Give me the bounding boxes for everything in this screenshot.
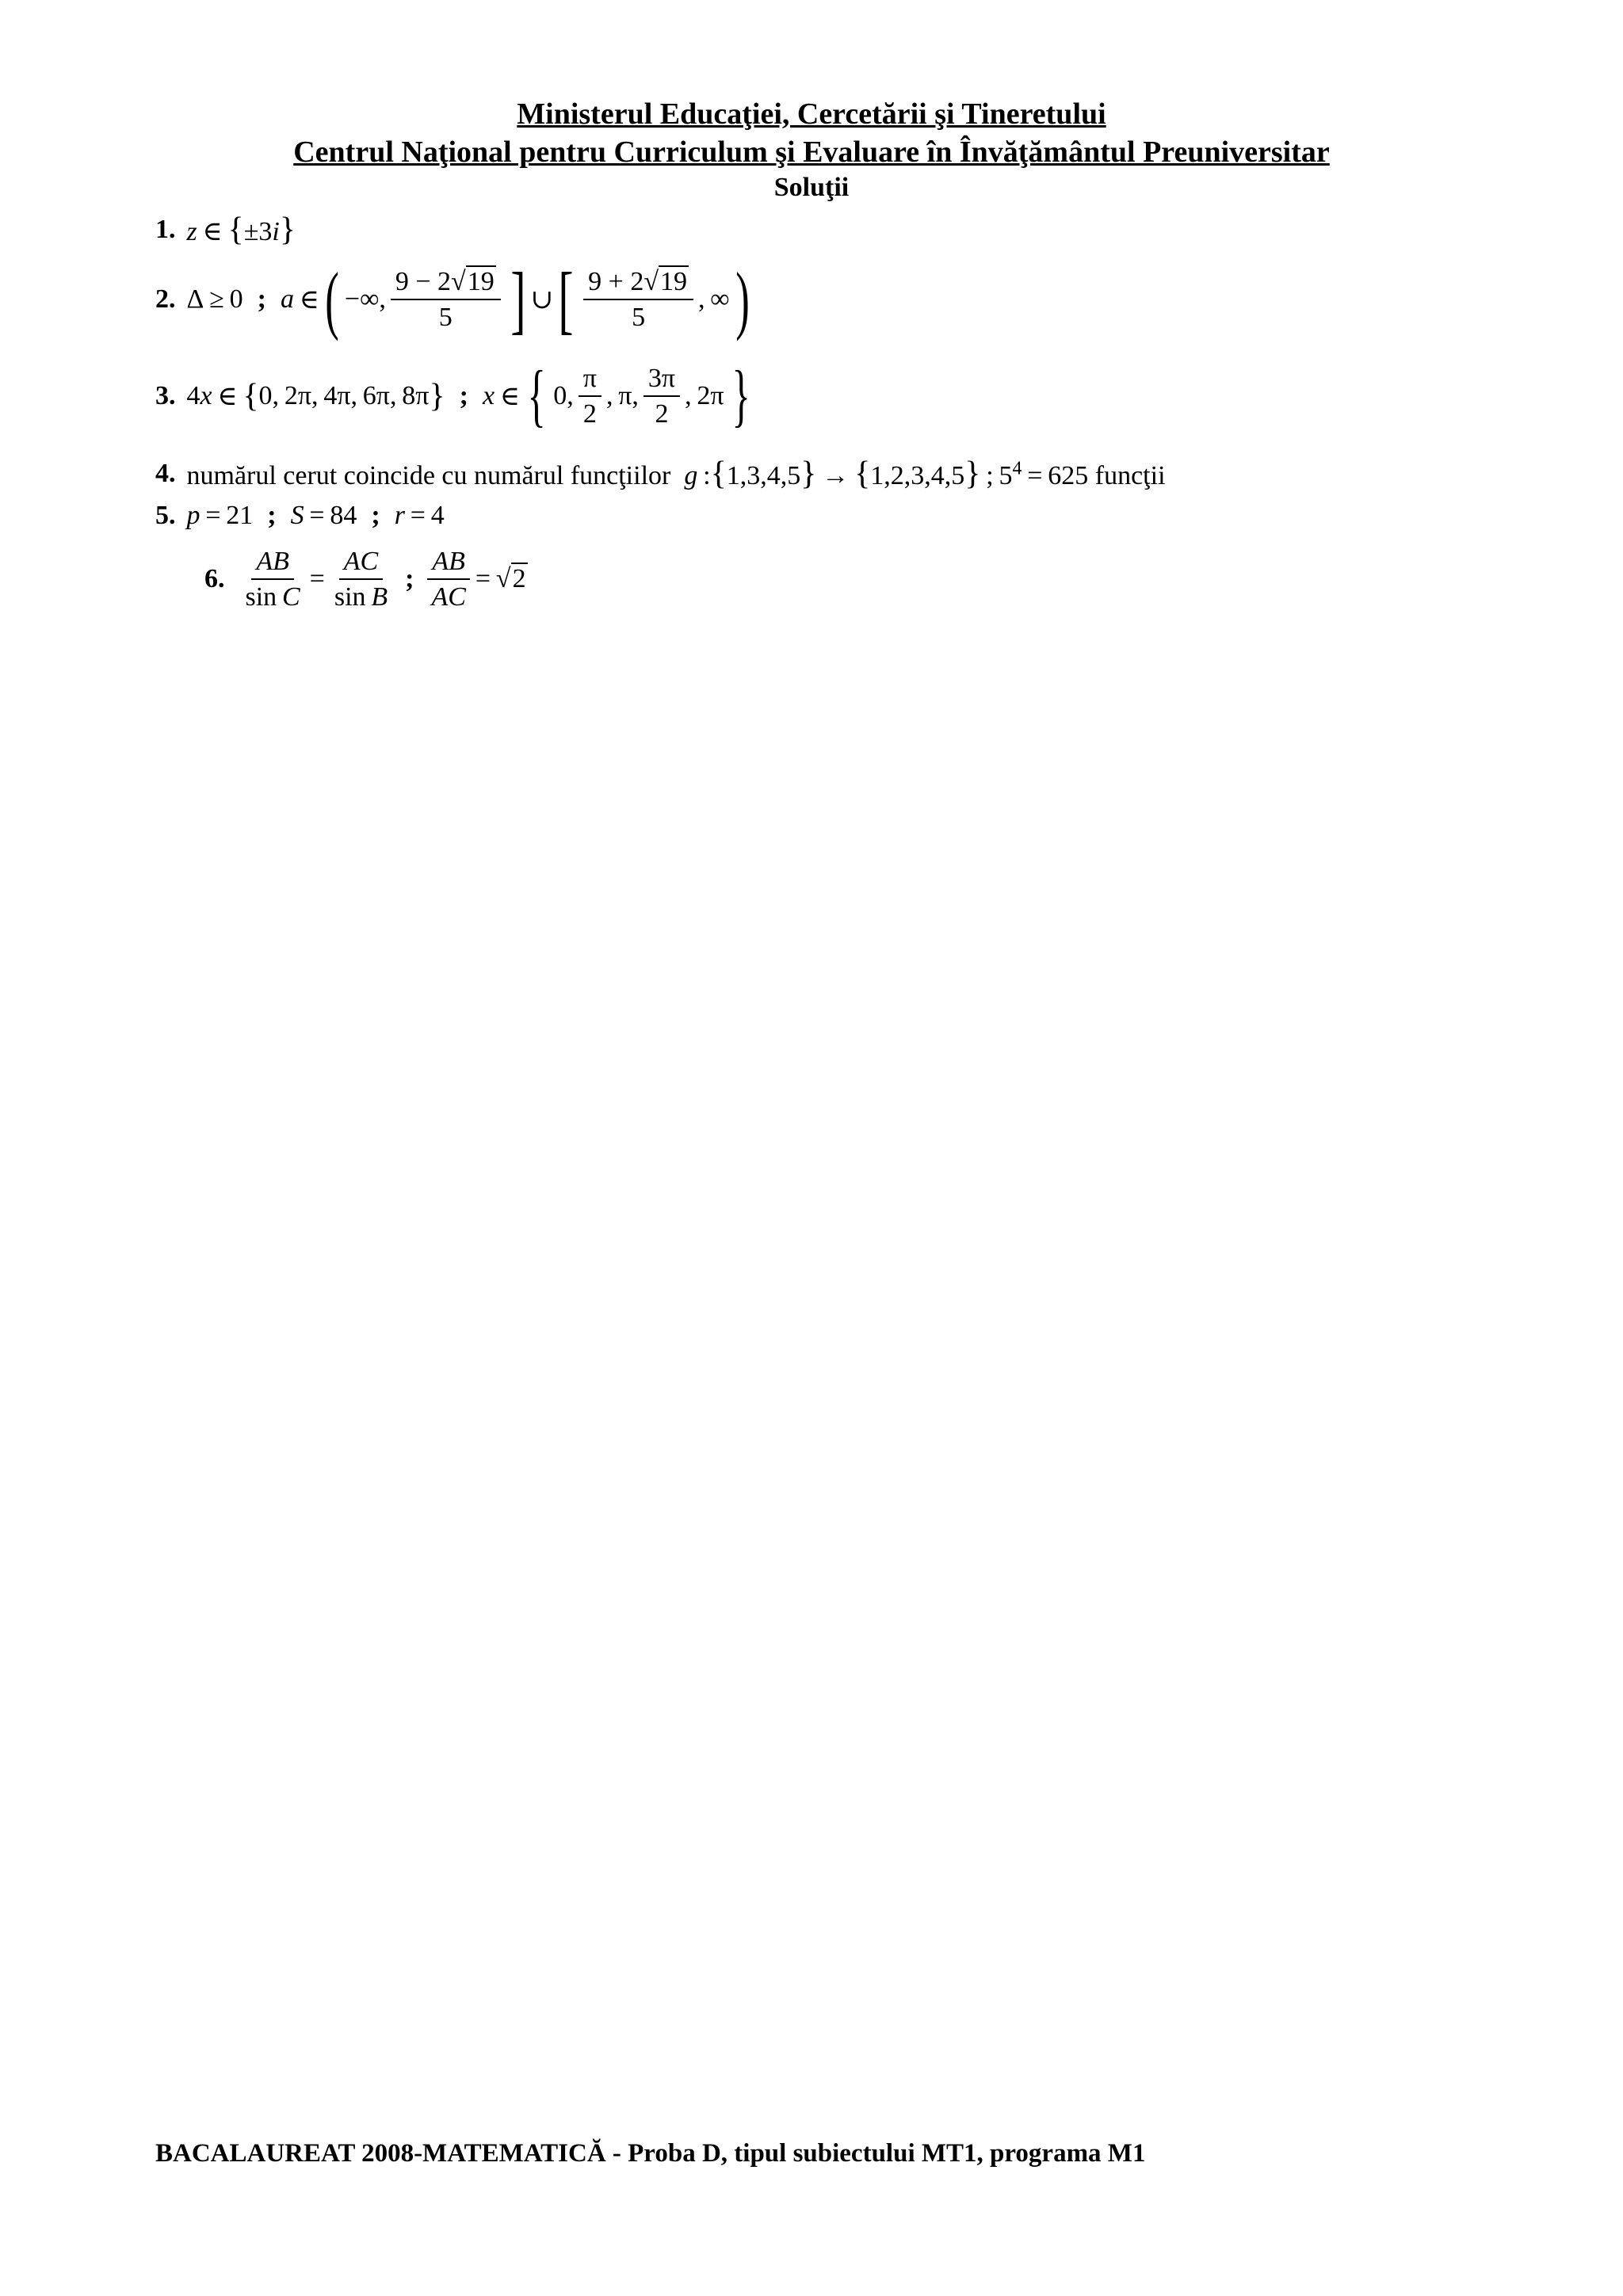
solution-1-number: 1. — [155, 215, 176, 244]
solution-1 — [155, 211, 296, 249]
footer: BACALAUREAT 2008-MATEMATICĂ - Proba D, tipul subiectului MT1, programa M1 — [155, 2139, 1146, 2168]
solution-1-math: z ∈ {±3i} — [186, 212, 296, 248]
solution-5-math: p = 21 ; S = 84 ; r = 4 — [186, 501, 445, 530]
center-title: Centrul Naţional pentru Curriculum şi Evaluare în Învăţământul Preuniversitar — [293, 135, 1330, 169]
solution-6-math: $\frac{AB}{\text{sin C}}$ = $\frac{AC}{\text{sin B}}$ ; $\frac{AB}{AC}$ = √2 — [245, 547, 526, 612]
solution-4-math: numărul cerut coincide cu numărul funcţiilor g :{1,3,4,5} → {1,2,3,4,5} ; $5^4 = 625$ funcţii — [186, 456, 1166, 492]
solution-5 — [155, 501, 445, 531]
solution-2-number: 2. — [155, 284, 176, 314]
solution-3 — [155, 357, 758, 434]
solution-6-number: 6. — [204, 564, 225, 594]
solution-3-number: 3. — [155, 381, 176, 410]
solution-2 — [155, 257, 755, 341]
solution-6 — [204, 547, 528, 612]
solution-2-math: Δ ≥ 0 ; a ∈ ( −∞, $\frac{9 - 2√19}{5}$ ] ∪ [ $\frac{9 + 2√19}{5}$ , ∞ ) — [186, 257, 750, 341]
solution-4 — [155, 455, 1166, 493]
solution-4-number: 4. — [155, 459, 176, 488]
solution-3-math: 4 x ∈ { 0, 2π, 4π, 6π, 8π } ; x ∈ { 0, $\frac{\pi}{2}$ , π, $\frac{3\pi}{2}$ , 2π } — [186, 357, 750, 434]
ministry-title: Ministerul Educaţiei, Cercetării şi Tineretului — [517, 97, 1106, 131]
solution-5-number: 5. — [155, 501, 176, 530]
solutions-title: Soluţii — [773, 173, 850, 202]
